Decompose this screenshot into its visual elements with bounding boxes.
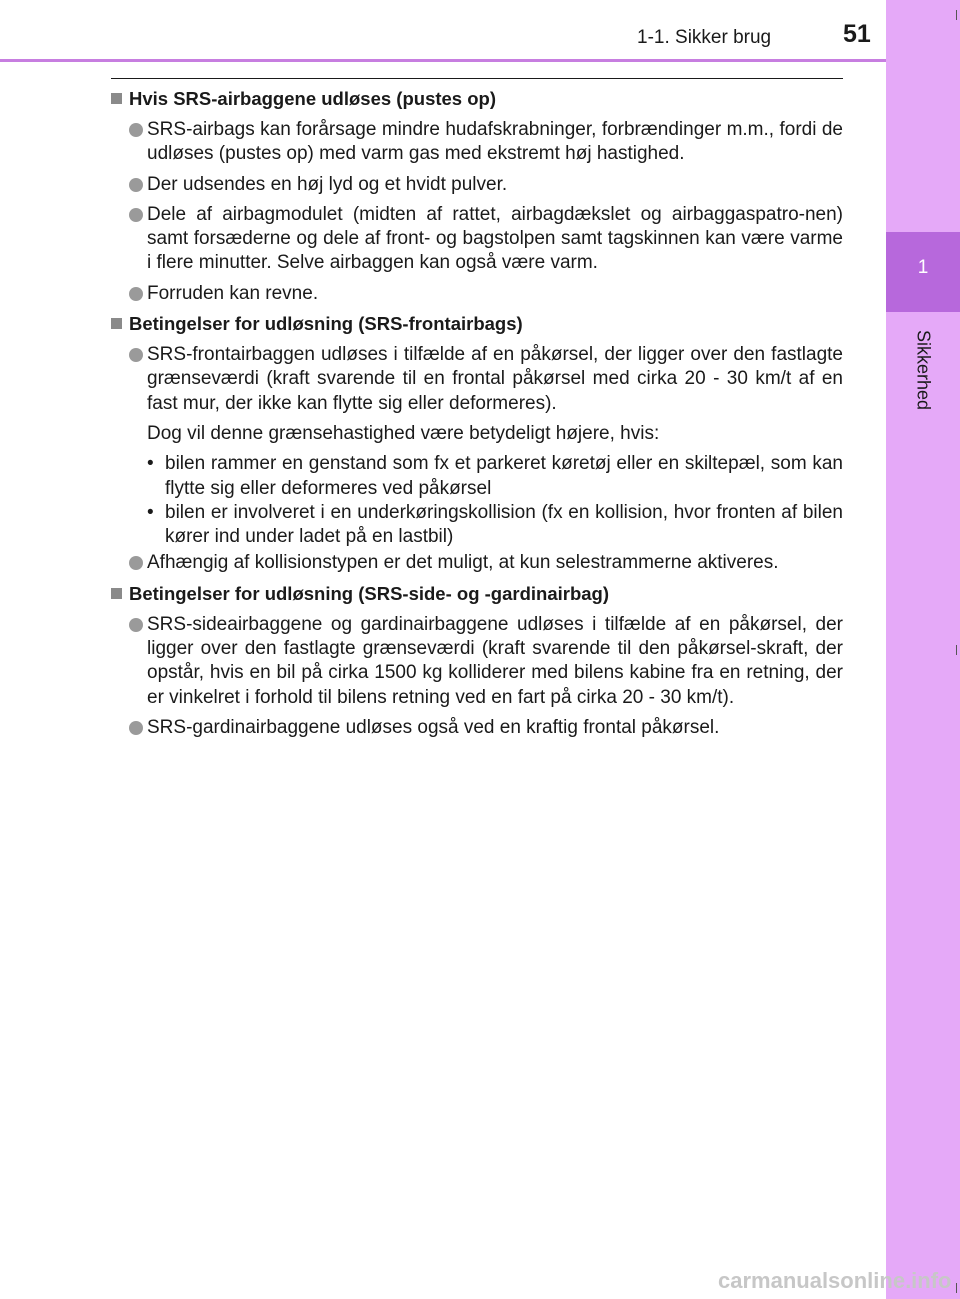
sub-list [111,452,843,549]
section-heading [111,312,843,336]
circle-bullet-icon [129,618,143,632]
page-number: 51 [843,20,871,48]
dot-bullet-icon: • [147,501,154,523]
square-bullet-icon [111,588,122,599]
chapter-side-tab [886,0,960,1299]
list-item [111,118,843,167]
section-heading [111,87,843,111]
list-item [111,551,843,575]
circle-bullet-icon [129,178,143,192]
sub-list-item-text: bilen er involveret i en underkøringskollision (fx en kollision, hvor fronten af bilen kører ind under ladet på en lastbil) [165,501,843,548]
list-item-text: SRS-sideairbaggene og gardinairbaggene udløses i tilfælde af en påkørsel, der ligger over den fastlagte grænseværdi (kraft svarende til den påkørsel-skraft, der opstår, hvis en bil på cirka 1500 kg kolliderer med bilens kabine fra en retning, der er vinkelret i forhold til bilens retning ved en fart på cirka 20 - 30 km/t). [147,613,843,708]
circle-bullet-icon [129,556,143,570]
section-heading-text: Betingelser for udløsning (SRS-frontairbags) [129,313,523,335]
list-item [111,173,843,197]
sub-list-item [147,501,843,550]
section-heading-text: Hvis SRS-airbaggene udløses (pustes op) [129,88,496,109]
crop-mark [956,1283,957,1293]
crop-mark [956,10,957,20]
list-item [111,716,843,740]
list-item [111,203,843,276]
dot-bullet-icon: • [147,453,154,475]
square-bullet-icon [111,318,122,329]
sub-list-item [147,452,843,501]
list-item [111,343,843,416]
list-item-text: SRS-frontairbaggen udløses i tilfælde af en påkørsel, der ligger over den fastlagte grænseværdi (kraft svarende til en frontal påkørsel med cirka 20 - 30 km/t af en fast mur, der ikke kan flytte sig eller deformeres). [147,344,843,414]
page-header [0,0,886,62]
list-item [111,613,843,710]
main-content [111,78,843,746]
circle-bullet-icon [129,348,143,362]
list-item-text: Der udsendes en høj lyd og et hvidt pulver. [147,173,508,195]
section-title: 1-1. Sikker brug [637,27,772,48]
list-item [111,282,843,306]
section-heading [111,582,843,606]
header-divider [0,59,886,62]
circle-bullet-icon [129,123,143,137]
list-item-text: Afhængig af kollisionstypen er det muligt, at kun selestrammerne aktiveres. [147,552,779,574]
chapter-title: Sikkerhed [913,329,934,411]
section-heading-text: Betingelser for udløsning (SRS-side- og -gardinairbag) [129,582,609,604]
list-item-text: Forruden kan revne. [147,282,319,304]
sub-list-item-text: bilen rammer en genstand som fx et parkeret køretøj eller en skiltepæl, som kan flytte sig eller deformeres ved påkørsel [165,453,843,499]
crop-mark [956,645,957,655]
square-bullet-icon [111,93,122,104]
list-item-text: SRS-airbags kan forårsage mindre hudafskrabninger, forbrændinger m.m., fordi de udløses (pustes op) med varm gas med ekstremt høj hastighed. [147,119,843,165]
list-item-text: Dele af airbagmodulet (midten af rattet, airbagdækslet og airbaggaspatro-nen) samt forsæderne og dele af front- og bagstolpen samt tagskinnen kan være varme i flere minutter. Selve airbaggen kan også være varm. [147,203,843,274]
chapter-number: 1 [917,257,929,278]
paragraph: Dog vil denne grænsehastighed være betydeligt højere, hvis: [147,422,660,444]
content-top-rule [111,78,843,79]
circle-bullet-icon [129,287,143,301]
circle-bullet-icon [129,208,143,222]
watermark-text: carmanualsonline.info [718,1268,952,1293]
list-item-text: SRS-gardinairbaggene udløses også ved en kraftig frontal påkørsel. [147,716,720,738]
circle-bullet-icon [129,721,143,735]
